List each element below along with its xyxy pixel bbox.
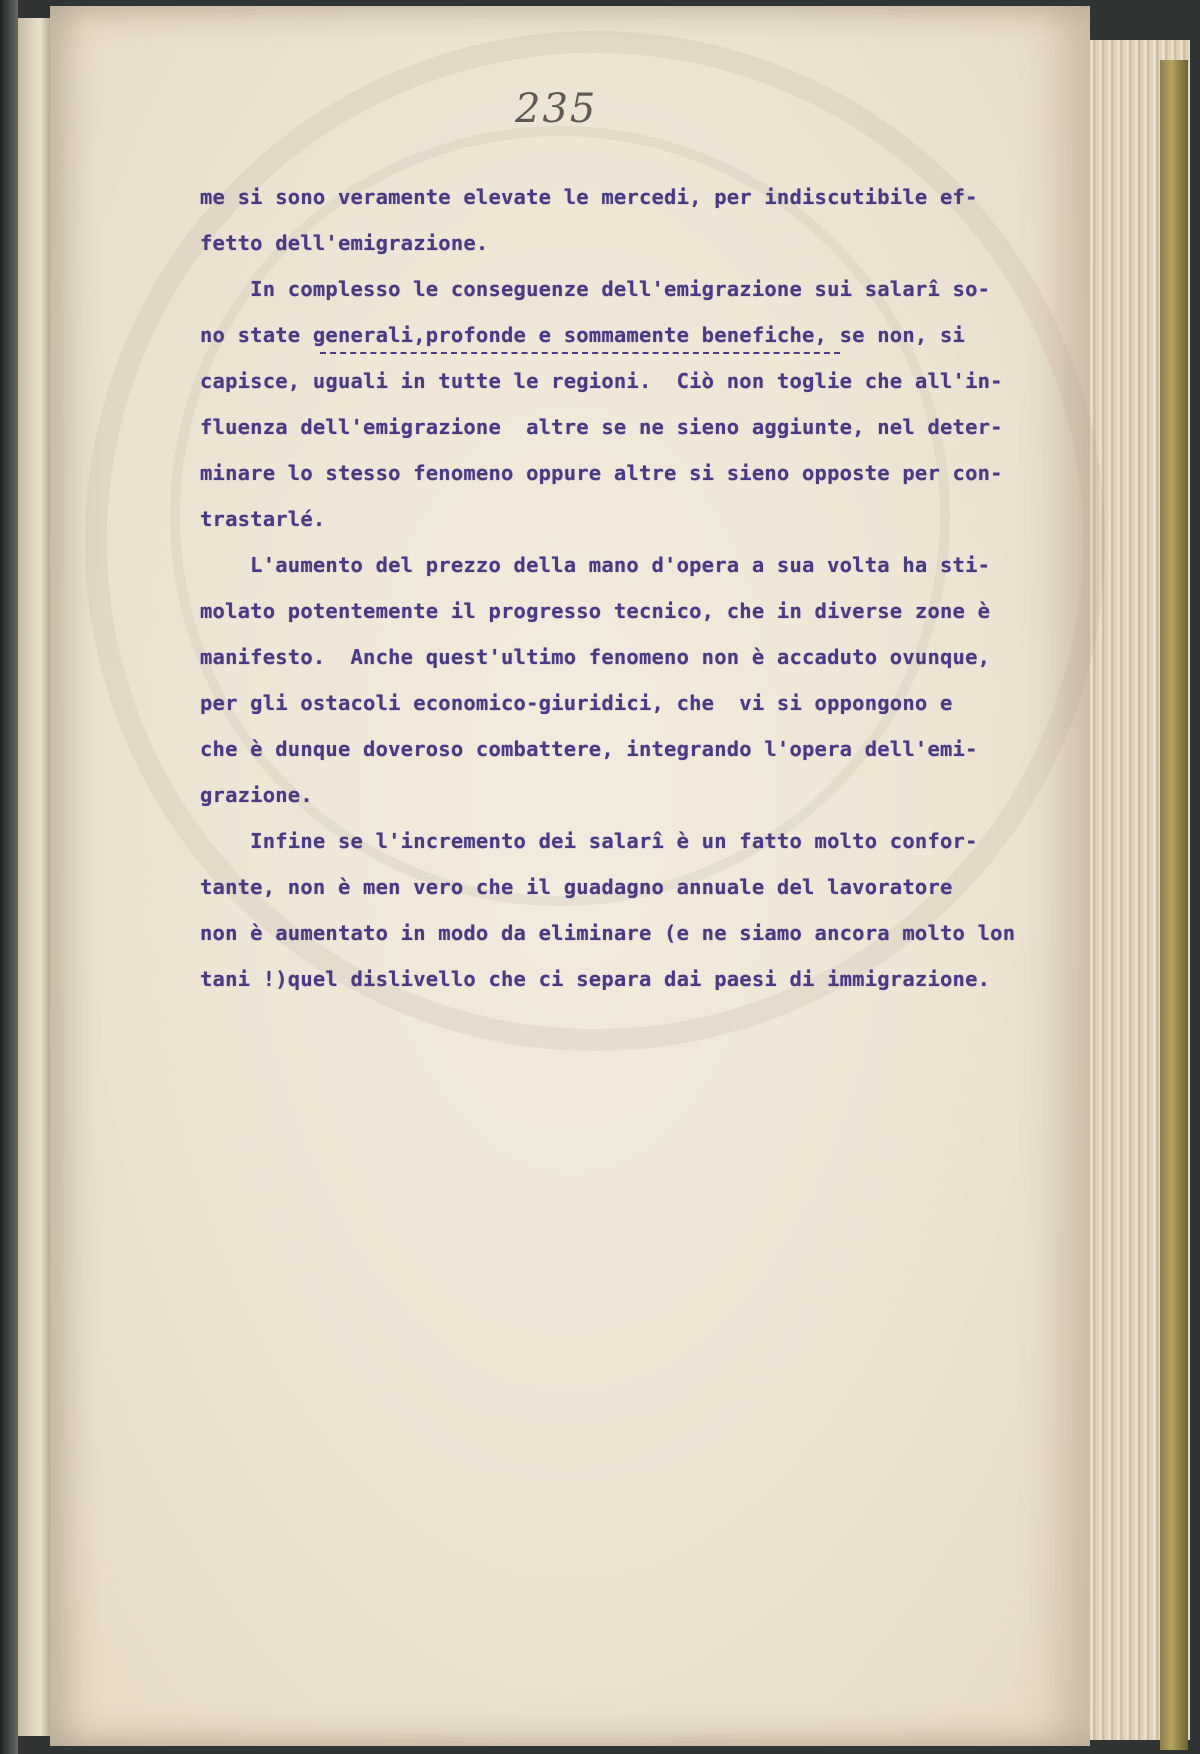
book-edge-gilt (1160, 60, 1188, 1750)
text-line: molato potentemente il progresso tecnico, che in diverse zone è (200, 599, 991, 623)
text-line: Infine se l'incremento dei salarî è un fatto molto confor- (200, 829, 978, 853)
text-line: che è dunque doveroso combattere, integrando l'opera dell'emi- (200, 737, 978, 761)
text-line: tani !)quel dislivello che ci separa dai paesi di immigrazione. (200, 967, 991, 991)
text-line: minare lo stesso fenomeno oppure altre si sieno opposte per con- (200, 461, 1003, 485)
text-line: capisce, uguali in tutte le regioni. Ciò non toglie che all'in- (200, 369, 1003, 393)
paragraph-3 (200, 542, 1080, 818)
paragraph-4 (200, 818, 1080, 1002)
paragraph-2 (200, 266, 1080, 542)
document-page (50, 6, 1090, 1746)
text-line: fluenza dell'emigrazione altre se ne sieno aggiunte, nel deter- (200, 415, 1003, 439)
text-line: me si sono veramente elevate le mercedi, per indiscutibile ef- (200, 185, 978, 209)
dashed-underline (320, 352, 840, 354)
text-line: manifesto. Anche quest'ultimo fenomeno non è accaduto ovunque, (200, 645, 991, 669)
text-line: L'aumento del prezzo della mano d'opera a sua volta ha sti- (200, 553, 991, 577)
text-line: fetto dell'emigrazione. (200, 231, 489, 255)
handwritten-page-number: 235 (515, 86, 598, 132)
text-line: tante, non è men vero che il guadagno annuale del lavoratore (200, 875, 953, 899)
typewritten-text (200, 174, 1080, 1002)
facing-page-edge (18, 18, 50, 1736)
text-line: grazione. (200, 783, 313, 807)
text-line: non è aumentato in modo da eliminare (e ne siamo ancora molto lon (200, 921, 1016, 945)
text-line: no state generali,profonde e sommamente benefiche, se non, si (200, 323, 966, 347)
text-line: per gli ostacoli economico-giuridici, che vi si oppongono e (200, 691, 953, 715)
binding-left-edge (0, 0, 18, 1754)
paragraph-1 (200, 174, 1080, 266)
text-line: trastarlé. (200, 507, 326, 531)
text-line: In complesso le conseguenze dell'emigrazione sui salarî so- (200, 277, 991, 301)
